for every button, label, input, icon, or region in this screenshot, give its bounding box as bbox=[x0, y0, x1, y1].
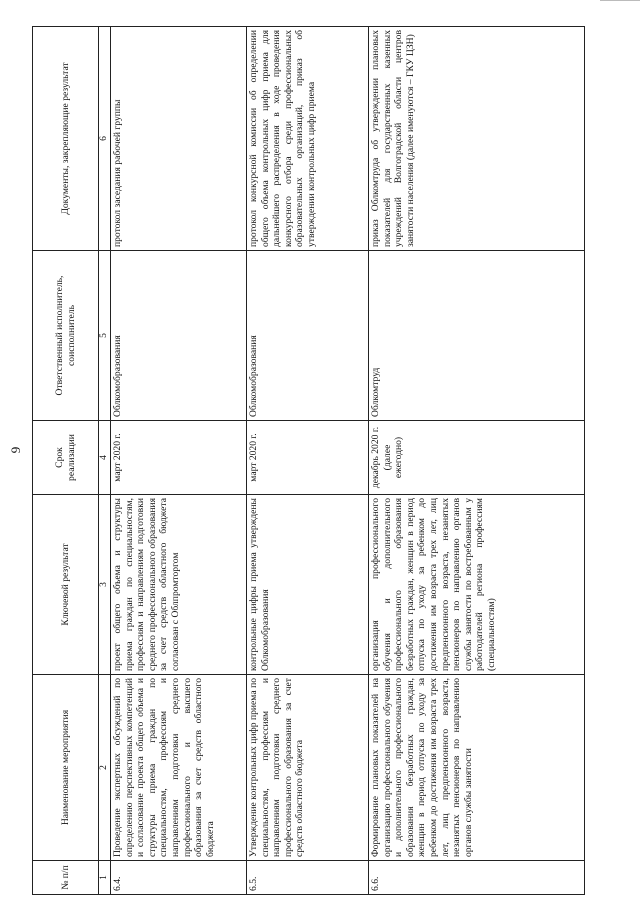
row-result: контрольные цифры приема утверждены Облкомобразования bbox=[247, 495, 369, 675]
row-result: проект общего объема и структуры приема граждан по специальностям, профессиям и направлениям подготовки среднего профессионального образования за счет средств областного бюджета согласован с Облпромторгом bbox=[111, 495, 247, 675]
column-number: 1 bbox=[99, 861, 111, 895]
column-number: 2 bbox=[99, 675, 111, 861]
table-row bbox=[369, 27, 585, 895]
header-documents: Документы, закрепляющие результат bbox=[33, 27, 99, 251]
row-number: 6.4. bbox=[111, 861, 247, 895]
header-number: № п/п bbox=[33, 861, 99, 895]
row-documents: протокол конкурсной комиссии об определении общего объема контрольных цифр приема для дальнейшего распределения в ходе проведения конкурсного отбора среди профессиональных образовательных организаций, приказ об утверждении контрольных цифр приема bbox=[247, 27, 369, 251]
row-documents: протокол заседания рабочей группы bbox=[111, 27, 247, 251]
table-row bbox=[111, 27, 247, 895]
header-term: Срок реализации bbox=[33, 421, 99, 495]
column-number-row bbox=[99, 27, 111, 895]
column-number: 6 bbox=[99, 27, 111, 251]
column-number: 4 bbox=[99, 421, 111, 495]
row-number: 6.5. bbox=[247, 861, 369, 895]
action-plan-table bbox=[32, 26, 585, 895]
header-responsible: Ответственный исполнитель, соисполнитель bbox=[33, 251, 99, 421]
row-event: Формирование плановых показателей на организацию профессионального обучения и дополнительного профессионального образования безработных граждан, женщин в период отпуска по уходу за ребенком до достижения им возраста трех лет, лиц предпенсионного возраста, незанятых пенсионеров по направлению органов службы занятости bbox=[369, 675, 585, 861]
row-term: март 2020 г. bbox=[111, 421, 247, 495]
header-event: Наименование мероприятия bbox=[33, 675, 99, 861]
row-term: декабрь 2020 г. (далее ежегодно) bbox=[369, 421, 585, 495]
table-row bbox=[247, 27, 369, 895]
column-number: 3 bbox=[99, 495, 111, 675]
row-term: март 2020 г. bbox=[247, 421, 369, 495]
row-responsible: Облкомобразования bbox=[111, 251, 247, 421]
row-responsible: Облкомобразования bbox=[247, 251, 369, 421]
row-documents: приказ Облкомтруда об утверждении плановых показателей для государственных казенных учреждений Волгоградской области центров занятости населения (далее именуются – ГКУ ЦЗН) bbox=[369, 27, 585, 251]
page-number: 9 bbox=[8, 446, 23, 454]
row-responsible: Облкомтруд bbox=[369, 251, 585, 421]
row-event: Утверждение контрольных цифр приема по специальностям, профессиям и направлениям подготовки среднего профессионального образования за счет средств областного бюджета bbox=[247, 675, 369, 861]
column-number: 5 bbox=[99, 251, 111, 421]
table-header-row bbox=[33, 27, 99, 895]
row-number: 6.6. bbox=[369, 861, 585, 895]
row-result: организация профессионального обучения и дополнительного профессионального образования безработных граждан, женщин в период отпуска по уходу за ребенком до достижения им возраста трех лет, лиц предпенсионного возраста, незанятых пенсионеров по направлению органов службы занятости по востребованным у работодателей региона профессиям (специальностям) bbox=[369, 495, 585, 675]
row-event: Проведение экспертных обсуждений по определению перспективных компетенций и согласование проекта общего объема и структуры приема граждан по специальностям, профессиям и направлениям подготовки среднего профессионального и высшего образования за счет средств областного бюджета bbox=[111, 675, 247, 861]
header-result: Ключевой результат bbox=[33, 495, 99, 675]
